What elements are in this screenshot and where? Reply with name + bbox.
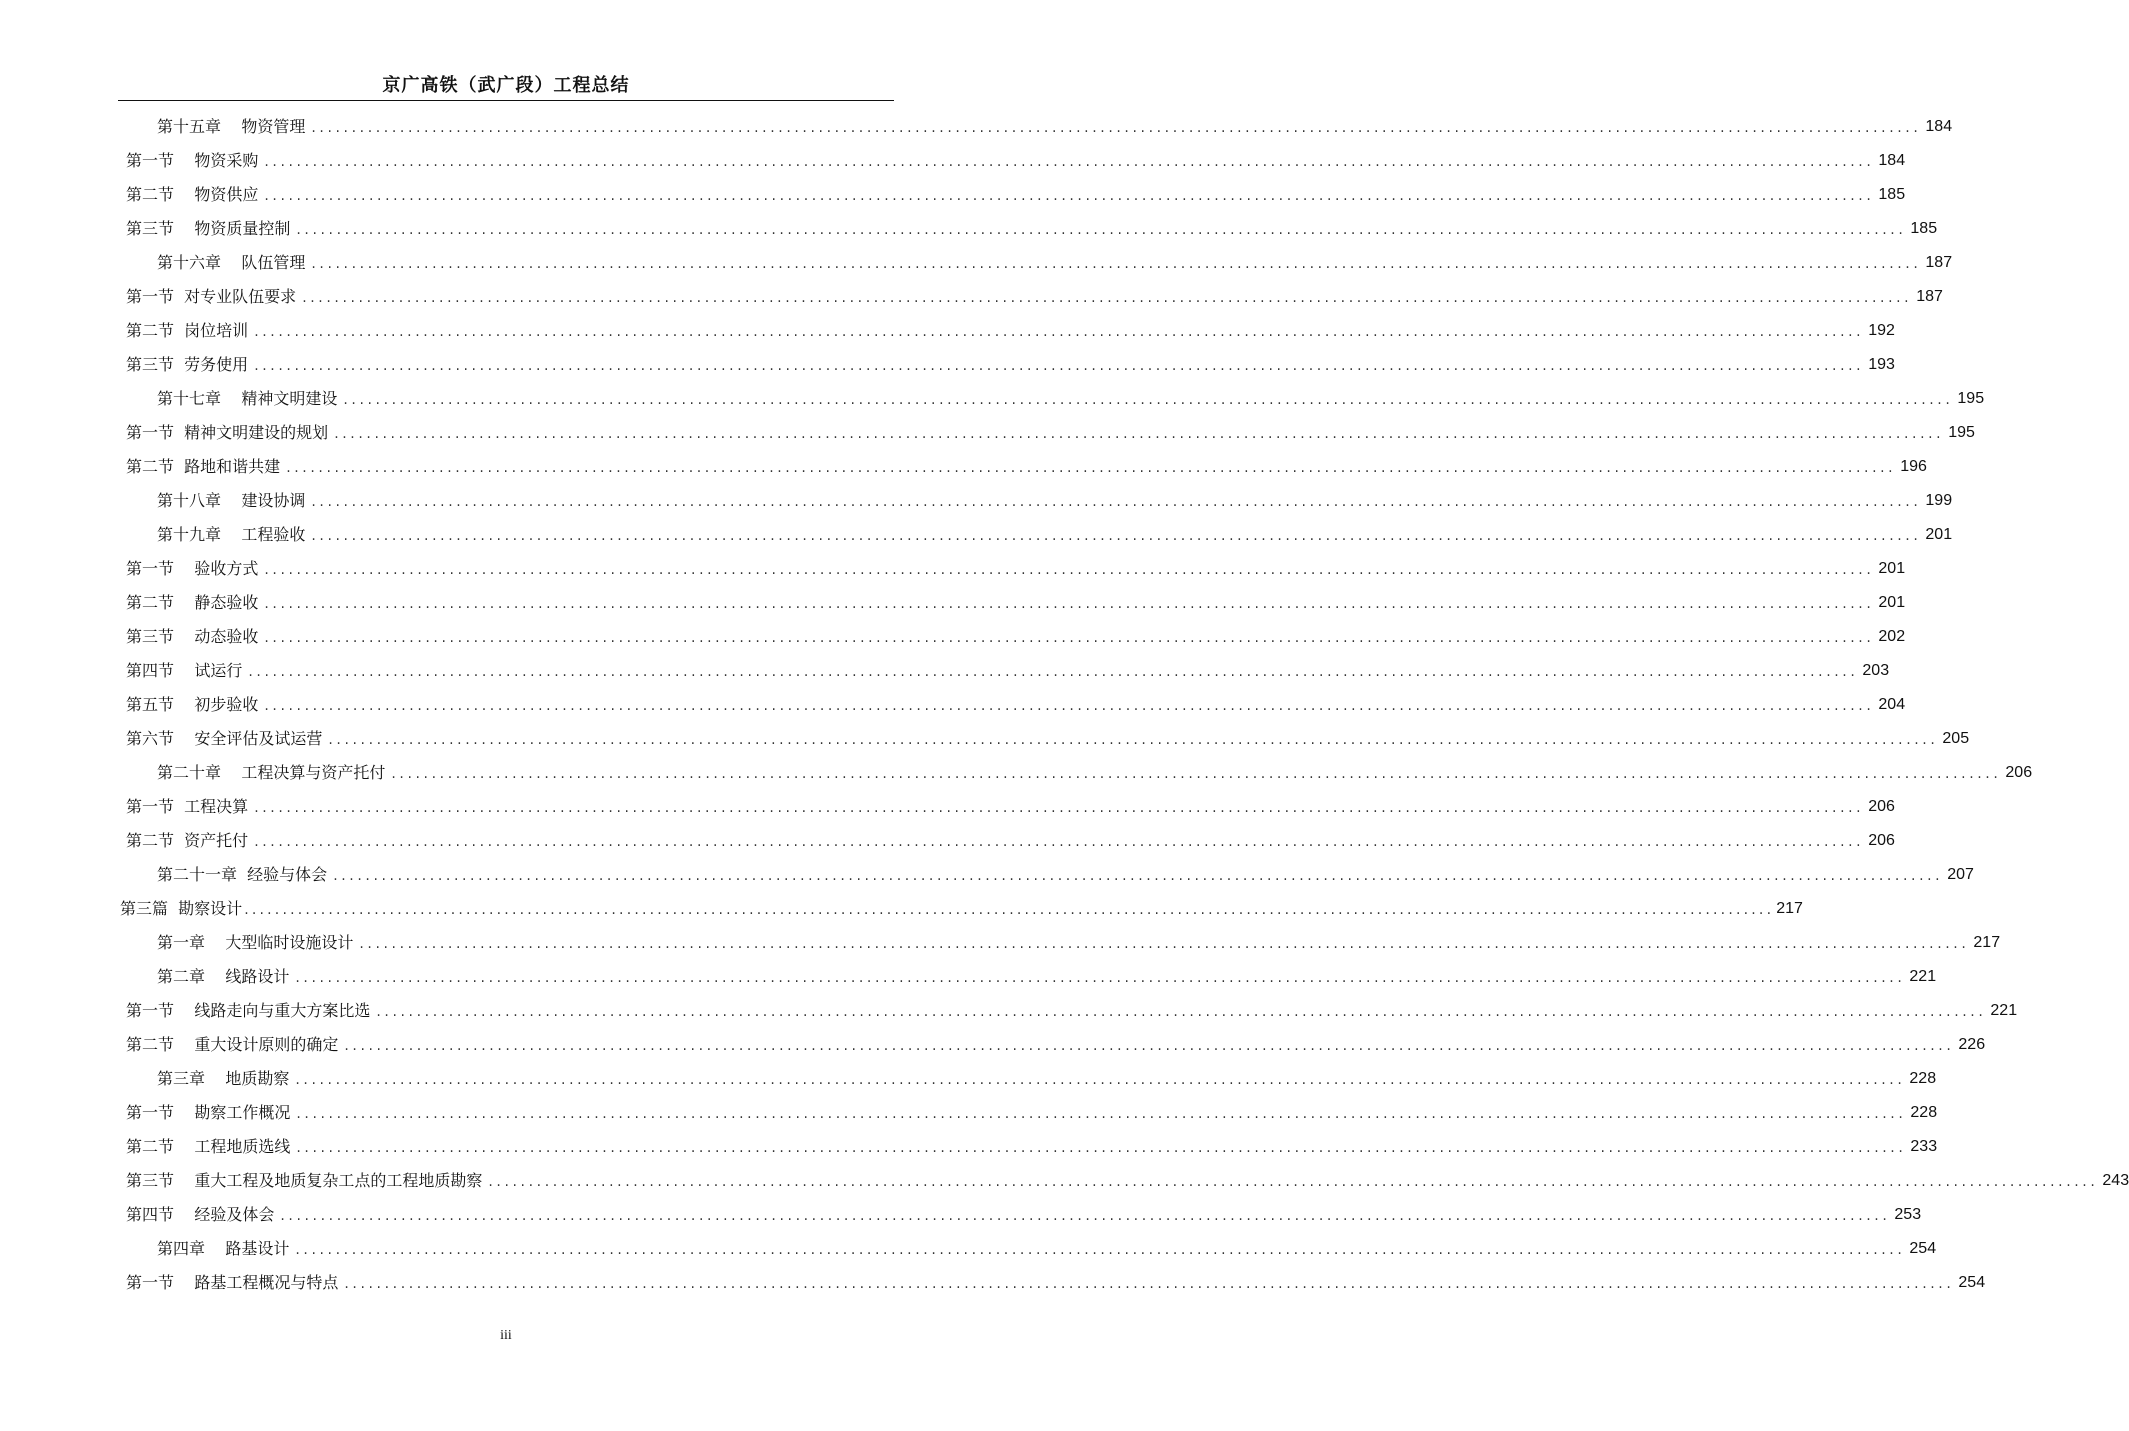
toc-entry-page-number: 254 <box>1958 1274 1986 1291</box>
toc-entry-page-number: 202 <box>1878 628 1906 645</box>
dot-leader: ........................................................................................................................................................................................................ <box>344 1276 1955 1292</box>
toc-entry-title: 第四章 路基设计 <box>157 1239 290 1258</box>
toc-entry-page-number: 195 <box>1948 424 1975 441</box>
dot-leader: ........................................................................................................................................................................................................ <box>264 698 1875 714</box>
toc-entry-title: 第十六章 队伍管理 <box>157 253 306 272</box>
toc-entry-section[interactable] <box>126 620 1906 654</box>
toc-entry-section[interactable] <box>126 552 1906 586</box>
toc-entry-page-number: 203 <box>1862 662 1890 679</box>
toc-entry-title: 第一章 大型临时设施设计 <box>157 933 354 952</box>
toc-entry-section[interactable] <box>126 314 1895 348</box>
toc-entry-title: 第二节 重大设计原则的确定 <box>126 1035 339 1054</box>
page-header-title: 京广高铁（武广段）工程总结 <box>382 75 630 96</box>
toc-entry-page-number: 204 <box>1878 696 1906 713</box>
toc-entry-title: 第四节 试运行 <box>126 661 243 680</box>
dot-leader: ........................................................................................................................................................................................................ <box>311 256 1922 272</box>
dot-leader: ........................................................................................................................................................................................................ <box>254 324 1865 340</box>
toc-entry-section[interactable] <box>126 450 1927 484</box>
dot-leader: ........................................................................................................................................................................................................ <box>280 1208 1891 1224</box>
toc-entry-part[interactable] <box>120 892 1803 926</box>
toc-entry-chapter[interactable] <box>157 1232 1937 1266</box>
toc-entry-chapter[interactable] <box>157 1062 1937 1096</box>
toc-entry-section[interactable] <box>126 1028 1986 1062</box>
toc-entry-chapter[interactable] <box>157 110 1953 144</box>
toc-entry-page-number: 228 <box>1910 1104 1938 1121</box>
toc-entry-title: 第五节 初步验收 <box>126 695 259 714</box>
dot-leader: ........................................................................................................................................................................................................ <box>296 222 1907 238</box>
dot-leader: ........................................................................................................................................................................................................ <box>333 868 1944 884</box>
toc-entry-page-number: 243 <box>2102 1172 2129 1189</box>
toc-entry-page-number: 201 <box>1878 560 1906 577</box>
dot-leader: ........................................................................................................................................................................................................ <box>311 120 1922 136</box>
dot-leader: ........................................................................................................................................................................................................ <box>264 562 1875 578</box>
dot-leader: ........................................................................................................................................................................................................ <box>488 1174 2099 1190</box>
dot-leader: ........................................................................................................................................................................................................ <box>296 1106 1907 1122</box>
dot-leader: ........................................................................................................................................................................................................ <box>254 358 1865 374</box>
toc-entry-page-number: 195 <box>1957 390 1985 407</box>
toc-entry-page-number: 192 <box>1868 322 1895 339</box>
dot-leader: ........................................................................................................................................................................................................ <box>343 392 1954 408</box>
toc-entry-title: 第六节 安全评估及试运营 <box>126 729 323 748</box>
dot-leader: ........................................................................................................................................................................................................ <box>264 154 1875 170</box>
toc-entry-chapter[interactable] <box>157 382 1985 416</box>
toc-entry-title: 第二节 物资供应 <box>126 185 259 204</box>
toc-entry-section[interactable] <box>126 1130 1938 1164</box>
toc-entry-section[interactable] <box>126 586 1906 620</box>
toc-entry-title: 第二节 静态验收 <box>126 593 259 612</box>
toc-entry-chapter[interactable] <box>157 518 1953 552</box>
dot-leader: ........................................................................................................................................................................................................ <box>311 494 1922 510</box>
toc-entry-title: 第三节 动态验收 <box>126 627 259 646</box>
toc-entry-section[interactable] <box>126 1096 1938 1130</box>
toc-entry-title: 第一节 工程决算 <box>126 797 249 816</box>
dot-leader: ........................................................................................................................................................................................................ <box>391 766 2002 782</box>
toc-entry-page-number: 184 <box>1878 152 1906 169</box>
toc-entry-title: 第十八章 建设协调 <box>157 491 306 510</box>
toc-entry-title: 第一节 对专业队伍要求 <box>126 287 297 306</box>
toc-entry-title: 第十五章 物资管理 <box>157 117 306 136</box>
toc-entry-page-number: 253 <box>1894 1206 1922 1223</box>
dot-leader: ........................................................................................................................................................................................................ <box>334 426 1945 442</box>
toc-entry-section[interactable] <box>126 994 2018 1028</box>
footer-page-number: iii <box>500 1328 512 1343</box>
toc-entry-chapter[interactable] <box>157 926 2001 960</box>
toc-entry-page-number: 187 <box>1925 254 1953 271</box>
dot-leader: ........................................................................................................................................................................................................ <box>286 460 1897 476</box>
toc-entry-title: 第三篇 勘察设计 <box>120 899 243 918</box>
toc-entry-page-number: 196 <box>1900 458 1927 475</box>
dot-leader: ........................................................................................................................................................................................................ <box>311 528 1922 544</box>
dot-leader: ........................................................................................................................................................................................................ <box>376 1004 1987 1020</box>
toc-entry-section[interactable] <box>126 1266 1986 1300</box>
toc-entry-page-number: 187 <box>1916 288 1943 305</box>
toc-entry-page-number: 221 <box>1909 968 1937 985</box>
toc-entry-page-number: 201 <box>1925 526 1953 543</box>
toc-entry-page-number: 217 <box>1973 934 2001 951</box>
toc-entry-section[interactable] <box>126 654 1890 688</box>
dot-leader: ........................................................................................................................................................................................................ <box>248 664 1859 680</box>
toc-entry-title: 第二节 工程地质选线 <box>126 1137 291 1156</box>
toc-entry-section[interactable] <box>126 280 1943 314</box>
toc-entry-page-number: 233 <box>1910 1138 1938 1155</box>
toc-entry-page-number: 207 <box>1947 866 1974 883</box>
toc-entry-page-number: 184 <box>1925 118 1953 135</box>
toc-entry-section[interactable] <box>126 1198 1922 1232</box>
toc-entry-page-number: 254 <box>1909 1240 1937 1257</box>
toc-entry-page-number: 185 <box>1878 186 1906 203</box>
toc-entry-page-number: 206 <box>1868 832 1895 849</box>
toc-entry-chapter[interactable] <box>157 756 2033 790</box>
dot-leader: ........................................................................................................................................................................................................ <box>254 834 1865 850</box>
toc-entry-title: 第一节 路基工程概况与特点 <box>126 1273 339 1292</box>
toc-entry-page-number: 206 <box>2005 764 2033 781</box>
toc-entry-title: 第二十一章 经验与体会 <box>157 865 328 884</box>
toc-entry-title: 第一节 验收方式 <box>126 559 259 578</box>
toc-entry-section[interactable] <box>126 178 1906 212</box>
dot-leader: ........................................................................................................................................................................................................ <box>254 800 1865 816</box>
toc-entry-page-number: 221 <box>1990 1002 2018 1019</box>
toc-entry-page-number: 201 <box>1878 594 1906 611</box>
toc-entry-title: 第十七章 精神文明建设 <box>157 389 338 408</box>
toc-entry-page-number: 199 <box>1925 492 1953 509</box>
toc-entry-chapter[interactable] <box>157 246 1953 280</box>
toc-entry-section[interactable] <box>126 144 1906 178</box>
toc-entry-title: 第一节 精神文明建设的规划 <box>126 423 329 442</box>
toc-entry-title: 第一节 勘察工作概况 <box>126 1103 291 1122</box>
toc-entry-title: 第二节 路地和谐共建 <box>126 457 281 476</box>
header-divider <box>118 100 894 101</box>
toc-entry-section[interactable] <box>126 688 1906 722</box>
toc-entry-section[interactable] <box>126 1164 2129 1198</box>
toc-entry-title: 第一节 物资采购 <box>126 151 259 170</box>
dot-leader: ........................................................................................................................................................................................................ <box>302 290 1913 306</box>
dot-leader: ........................................................................................................................................................................................................ <box>344 1038 1955 1054</box>
toc-entry-page-number: 228 <box>1909 1070 1937 1087</box>
toc-entry-page-number: 193 <box>1868 356 1895 373</box>
dot-leader: ........................................................................................................................................................................................................ <box>295 970 1906 986</box>
toc-entry-chapter[interactable] <box>157 484 1953 518</box>
dot-leader: ........................................................................................................................................................................................................ <box>295 1072 1906 1088</box>
toc-entry-page-number: 206 <box>1868 798 1895 815</box>
toc-entry-page-number: 226 <box>1958 1036 1986 1053</box>
toc-entry-section[interactable] <box>126 790 1895 824</box>
dot-leader: ........................................................................................................................................................................................................ <box>296 1140 1907 1156</box>
dot-leader: ........................................................................................................................................................................................................ <box>295 1242 1906 1258</box>
dot-leader: ........................................................................................................................................................................................................ <box>264 596 1875 612</box>
toc-entry-title: 第四节 经验及体会 <box>126 1205 275 1224</box>
toc-entry-section[interactable] <box>126 416 1975 450</box>
toc-entry-title: 第二节 资产托付 <box>126 831 249 850</box>
toc-entry-title: 第二十章 工程决算与资产托付 <box>157 763 386 782</box>
dot-leader: ........................................................................................................................................................................................................ <box>244 902 1775 918</box>
toc-entry-title: 第三章 地质勘察 <box>157 1069 290 1088</box>
toc-entry-page-number: 217 <box>1776 900 1803 917</box>
toc-entry-section[interactable] <box>126 824 1895 858</box>
dot-leader: ........................................................................................................................................................................................................ <box>264 188 1875 204</box>
toc-entry-chapter[interactable] <box>157 858 1974 892</box>
toc-entry-title: 第一节 线路走向与重大方案比选 <box>126 1001 371 1020</box>
toc-entry-section[interactable] <box>126 722 1970 756</box>
toc-entry-chapter[interactable] <box>157 960 1937 994</box>
toc-entry-title: 第三节 重大工程及地质复杂工点的工程地质勘察 <box>126 1171 483 1190</box>
toc-entry-title: 第十九章 工程验收 <box>157 525 306 544</box>
toc-entry-title: 第三节 物资质量控制 <box>126 219 291 238</box>
toc-entry-title: 第二章 线路设计 <box>157 967 290 986</box>
dot-leader: ........................................................................................................................................................................................................ <box>359 936 1970 952</box>
toc-entry-page-number: 185 <box>1910 220 1938 237</box>
toc-entry-section[interactable] <box>126 212 1938 246</box>
toc-entry-section[interactable] <box>126 348 1895 382</box>
dot-leader: ........................................................................................................................................................................................................ <box>264 630 1875 646</box>
toc-entry-title: 第二节 岗位培训 <box>126 321 249 340</box>
toc-entry-title: 第三节 劳务使用 <box>126 355 249 374</box>
toc-entry-page-number: 205 <box>1942 730 1970 747</box>
dot-leader: ........................................................................................................................................................................................................ <box>328 732 1939 748</box>
